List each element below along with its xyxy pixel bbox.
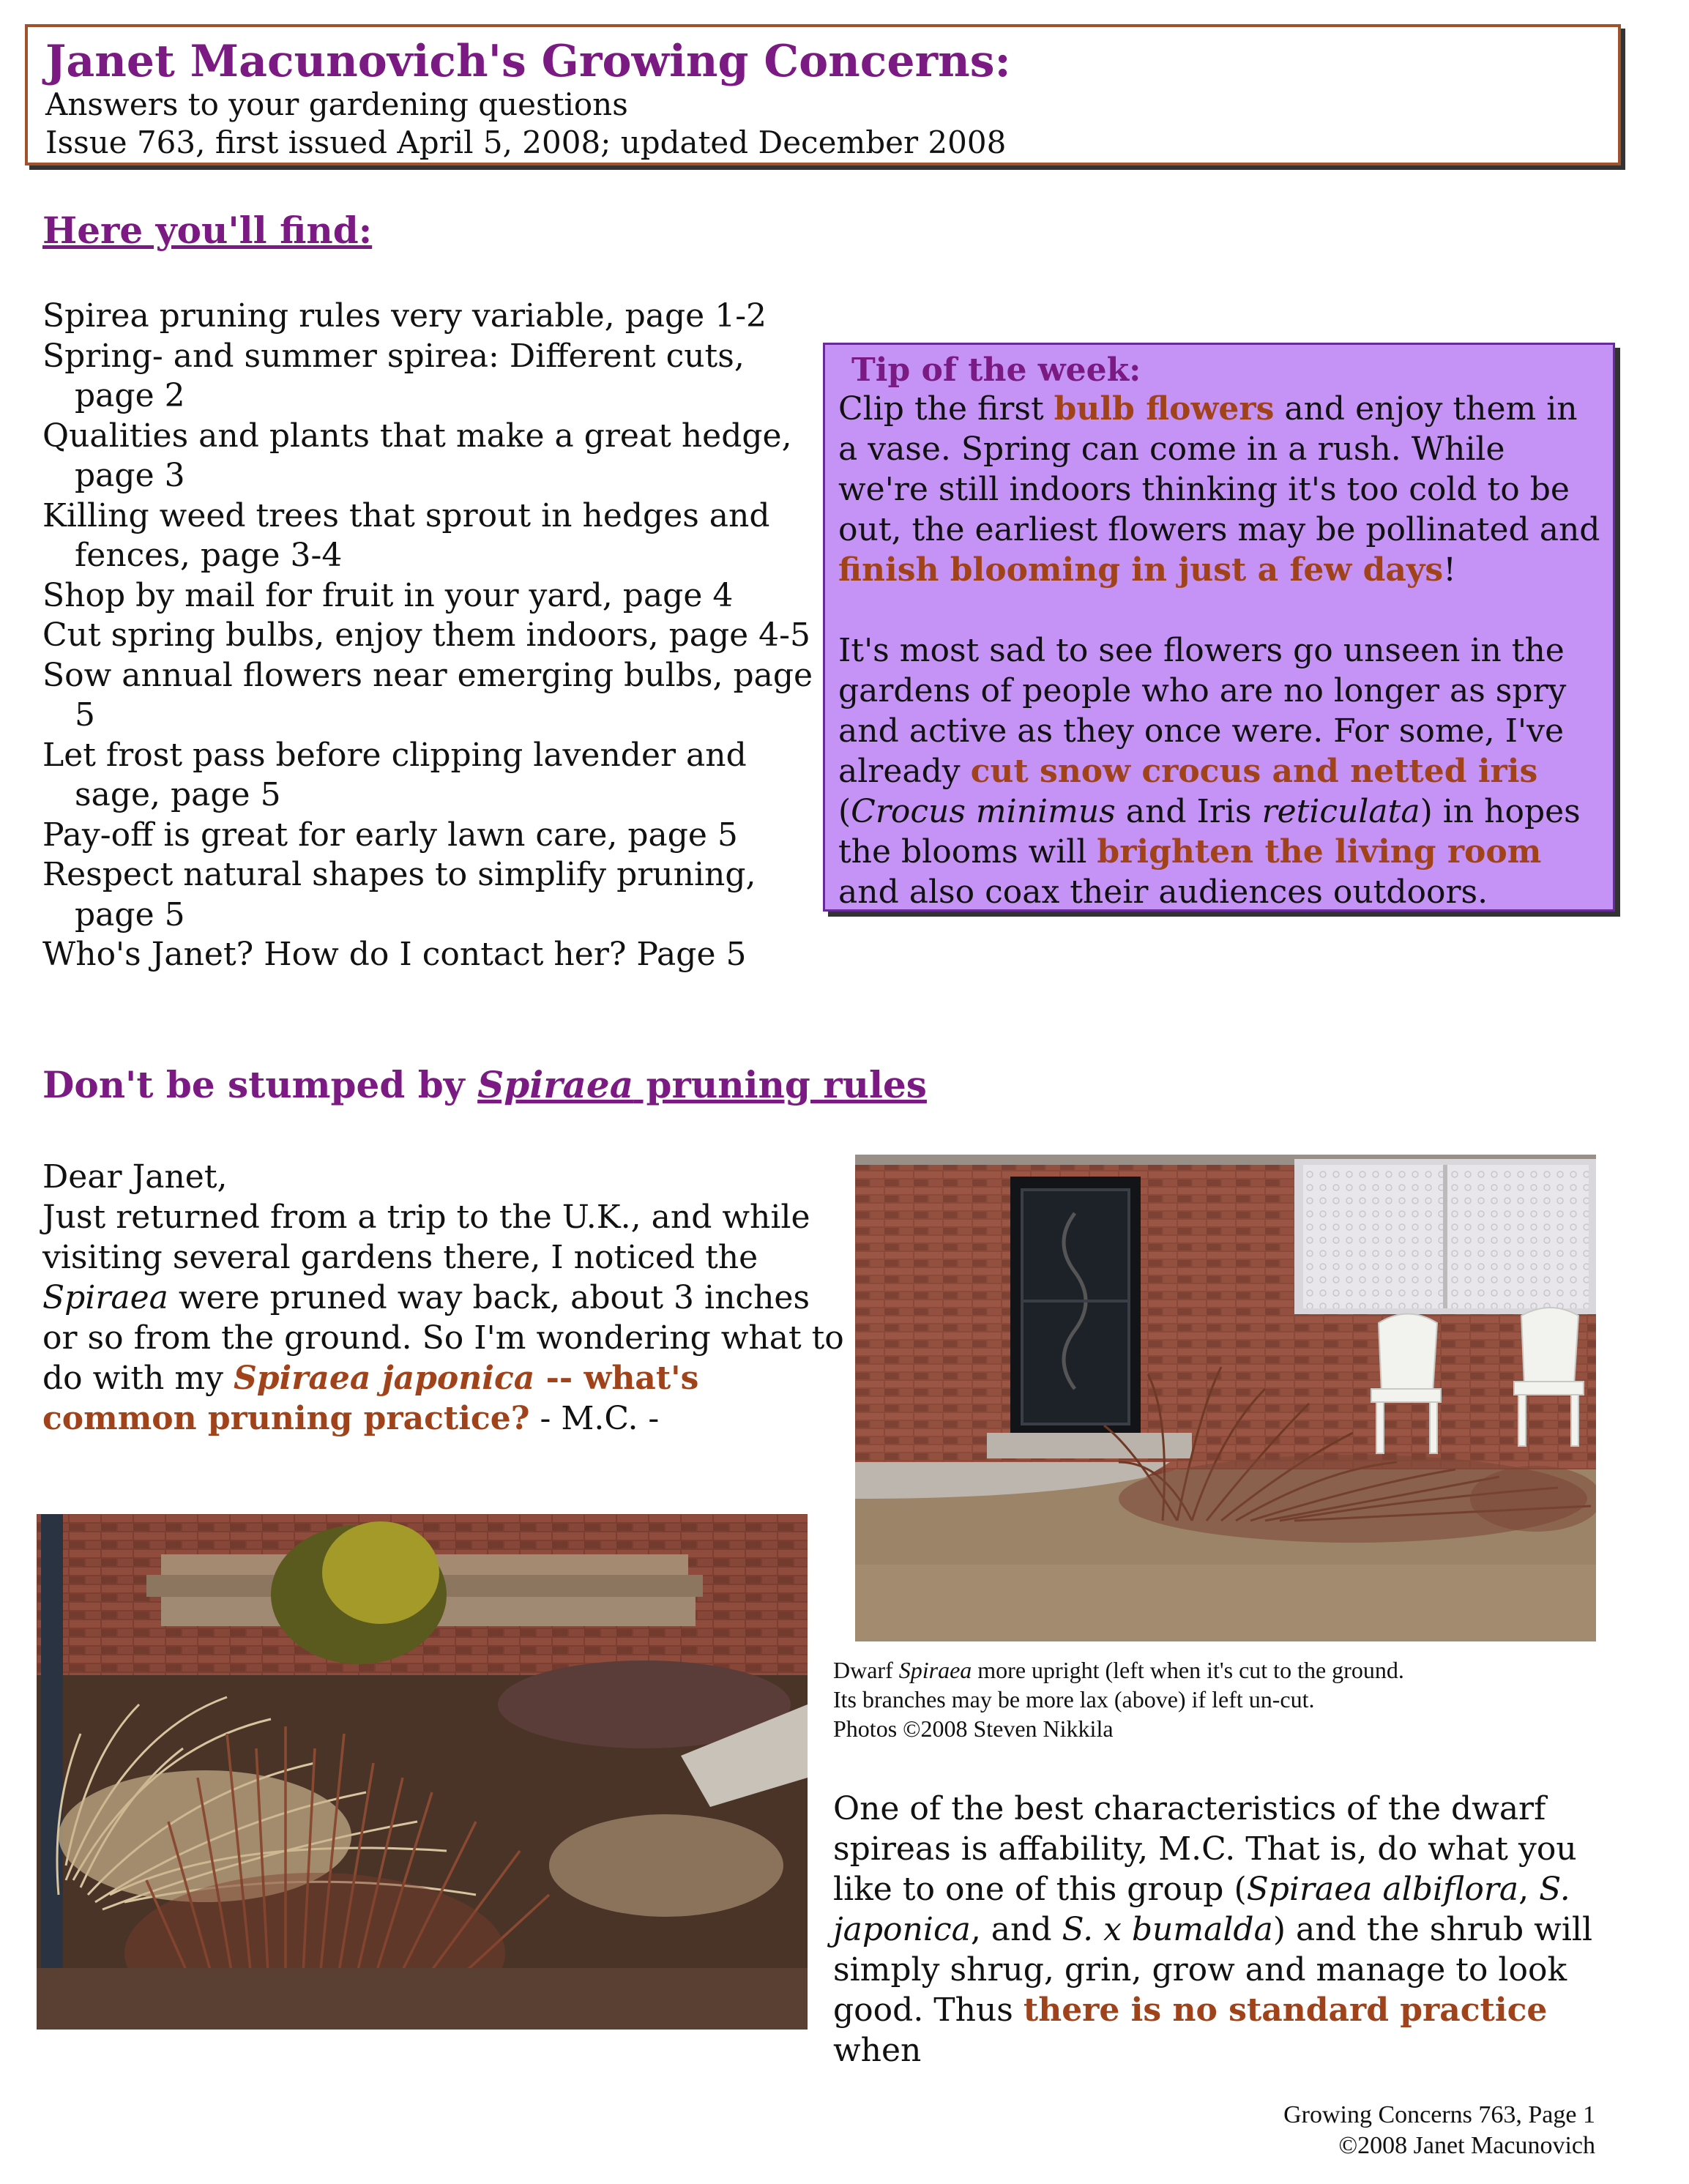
- caption-italic: Spiraea: [898, 1657, 972, 1683]
- tip-of-the-week-box: [823, 343, 1615, 912]
- photo-caption: [833, 1655, 1624, 1743]
- toc-item: Cut spring bulbs, enjoy them indoors, page 4-5: [42, 616, 811, 654]
- tip-highlight: finish blooming in just a few days: [838, 551, 1444, 589]
- letter-highlight-italic: Spiraea japonica: [233, 1360, 535, 1397]
- body-text: ) and the shrub will simply shrug, grin, grow and manage to look good. Thus: [833, 1911, 1593, 2029]
- footer-page-number: Growing Concerns 763, Page 1: [1283, 2101, 1595, 2128]
- toc-item: Respect natural shapes to simplify pruning, page 5: [42, 856, 756, 933]
- photo-credit: Photos ©2008 Steven Nikkila: [833, 1715, 1114, 1742]
- body-italic: S. japonica: [833, 1871, 1570, 1948]
- body-text: One of the best characteristics of the dwarf spireas is affability, M.C. That is, do what you like to one of this group (: [833, 1790, 1577, 1908]
- tip-paragraph-2: [838, 630, 1603, 912]
- body-text: , and: [970, 1911, 1062, 1948]
- letter-italic: Spiraea: [42, 1279, 168, 1316]
- tip-text: and enjoy them in a vase. Spring can come in a rush. While we're still indoors thinking it's too cold to be out, the earliest flowers may be pollinated and: [838, 390, 1600, 548]
- answer-body: [833, 1789, 1631, 2071]
- letter-text: Just returned from a trip to the U.K., and while visiting several gardens there, I noticed the: [42, 1199, 810, 1276]
- toc-item: Killing weed trees that sprout in hedges and fences, page 3-4: [42, 496, 770, 574]
- body-italic: Spiraea albiflora: [1246, 1871, 1519, 1908]
- tip-highlight: cut snow crocus and netted iris: [970, 753, 1538, 790]
- toc-heading: Here you'll find:: [42, 209, 373, 252]
- toc-item: Spirea pruning rules very variable, page 1-2: [42, 297, 767, 335]
- tip-highlight: brighten the living room: [1097, 833, 1542, 871]
- spirea-garden-photo: [37, 1514, 808, 2030]
- letter-body: [42, 1197, 848, 1439]
- caption-text: Dwarf: [833, 1657, 899, 1683]
- letter-greeting: Dear Janet,: [42, 1158, 228, 1196]
- reader-letter: [42, 1157, 848, 1439]
- toc-item: Qualities and plants that make a great hedge, page 3: [42, 417, 792, 494]
- masthead-title: Janet Macunovich's Growing Concerns:: [45, 36, 1011, 87]
- body-highlight: there is no standard practice: [1023, 1991, 1548, 2029]
- spirea-house-illustration: [855, 1155, 1596, 1641]
- masthead-subtitle: Answers to your gardening questions: [45, 86, 628, 122]
- spirea-house-photo: [855, 1155, 1596, 1641]
- tip-text: and Iris: [1115, 793, 1262, 830]
- caption-line: [833, 1655, 1624, 1685]
- toc-item: Spring- and summer spirea: Different cuts, page 2: [42, 337, 745, 414]
- heading-text: pruning rules: [633, 1063, 927, 1106]
- tip-text: (: [838, 793, 851, 830]
- heading-italic: Spiraea: [477, 1063, 634, 1106]
- tip-text: It's most sad to see flowers go unseen in the gardens of people who are no longer as spry and active as they once were. For some, I've already: [838, 632, 1567, 790]
- toc-item: Sow annual flowers near emerging bulbs, page 5: [42, 656, 813, 734]
- toc-item: Who's Janet? How do I contact her? Page 5: [42, 936, 747, 973]
- tip-text: !: [1443, 551, 1456, 589]
- toc-item: Pay-off is great for early lawn care, page 5: [42, 816, 738, 854]
- tip-highlight: bulb flowers: [1054, 390, 1275, 428]
- tip-paragraph-1: [838, 389, 1603, 590]
- page-footer: [1283, 2100, 1595, 2161]
- tip-title: Tip of the week:: [851, 351, 1141, 389]
- tip-italic: reticulata: [1261, 793, 1420, 830]
- masthead: [25, 24, 1621, 165]
- body-italic: S. x bumalda: [1062, 1911, 1273, 1948]
- article-heading: [42, 1063, 927, 1106]
- tip-italic: Crocus minimus: [851, 793, 1116, 830]
- tip-text: and also coax their audiences outdoors.: [838, 873, 1488, 911]
- letter-text: were pruned way back, about 3 inches or so from the ground. So I'm wondering what to do with my: [42, 1279, 844, 1397]
- letter-signature: - M.C. -: [529, 1400, 660, 1437]
- tip-text: ) in hopes the blooms will: [838, 793, 1581, 871]
- caption-line: Its branches may be more lax (above) if left un-cut.: [833, 1686, 1315, 1712]
- toc-item: Let frost pass before clipping lavender and sage, page 5: [42, 736, 747, 813]
- table-of-contents: [42, 297, 819, 975]
- tip-text: Clip the first: [838, 390, 1054, 428]
- caption-text: more upright (left when it's cut to the ground.: [972, 1657, 1404, 1683]
- letter-highlight: -- what's common pruning practice?: [42, 1360, 699, 1437]
- footer-copyright: ©2008 Janet Macunovich: [1338, 2132, 1595, 2159]
- body-text: ,: [1518, 1871, 1540, 1908]
- spirea-garden-illustration: [37, 1514, 808, 2030]
- toc-item: Shop by mail for fruit in your yard, page 4: [42, 576, 734, 614]
- heading-text: Don't be stumped by: [42, 1063, 478, 1106]
- issue-line: Issue 763, first issued April 5, 2008; updated December 2008: [45, 124, 1007, 160]
- body-text: when: [833, 2032, 922, 2069]
